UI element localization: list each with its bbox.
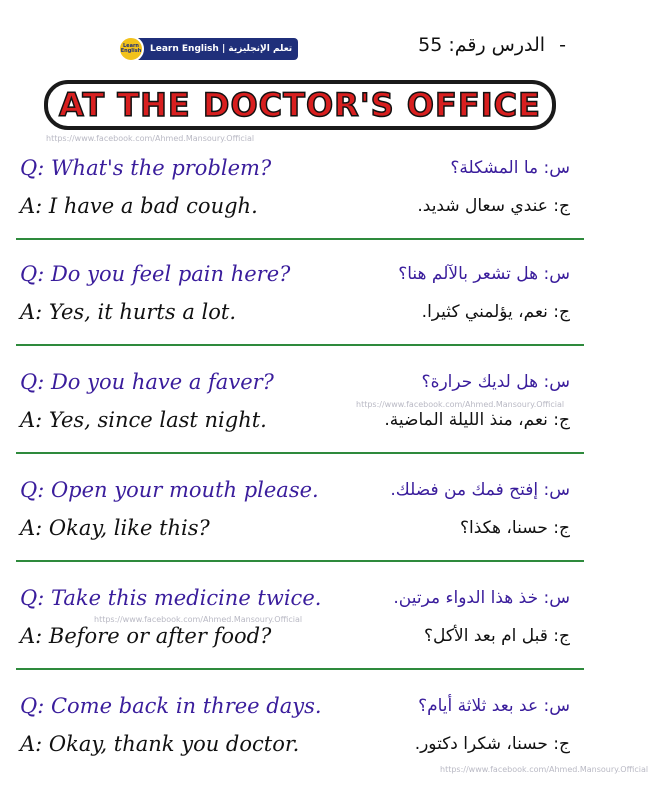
qa-block-6 bbox=[0, 694, 600, 808]
question-arabic: س: إفتح فمك من فضلك. bbox=[390, 480, 570, 500]
qa-block-1 bbox=[0, 156, 600, 270]
answer-english: A: Yes, it hurts a lot. bbox=[20, 300, 236, 324]
divider bbox=[16, 344, 584, 346]
answer-english: A: Yes, since last night. bbox=[20, 408, 267, 432]
question-english: Q: Come back in three days. bbox=[20, 694, 322, 718]
answer-arabic: ج: عندي سعال شديد. bbox=[417, 196, 570, 216]
answer-arabic: ج: حسنا، هكذا؟ bbox=[459, 518, 570, 538]
question-english: Q: Open your mouth please. bbox=[20, 478, 319, 502]
question-english: Q: Take this medicine twice. bbox=[20, 586, 322, 610]
qa-block-3 bbox=[0, 370, 600, 484]
qa-block-4 bbox=[0, 478, 600, 592]
page-title: AT THE DOCTOR'S OFFICE bbox=[59, 86, 541, 124]
question-row bbox=[18, 694, 570, 728]
answer-row bbox=[18, 408, 570, 442]
logo-badge: Learn English bbox=[118, 36, 144, 62]
answer-row bbox=[18, 732, 570, 766]
answer-row bbox=[18, 516, 570, 550]
answer-row bbox=[18, 194, 570, 228]
divider bbox=[16, 238, 584, 240]
question-arabic: س: ما المشكلة؟ bbox=[450, 158, 570, 178]
watermark-bottom: https://www.facebook.com/Ahmed.Mansoury.Official bbox=[440, 765, 648, 774]
answer-english: A: Okay, thank you doctor. bbox=[20, 732, 300, 756]
answer-arabic: ج: نعم، منذ الليلة الماضية. bbox=[384, 410, 570, 430]
qa-block-5 bbox=[0, 586, 600, 700]
question-english: Q: What's the problem? bbox=[20, 156, 272, 180]
answer-english: A: I have a bad cough. bbox=[20, 194, 258, 218]
answer-english: A: Okay, like this? bbox=[20, 516, 210, 540]
question-row bbox=[18, 478, 570, 512]
watermark-top: https://www.facebook.com/Ahmed.Mansoury.Official bbox=[46, 134, 255, 143]
learn-english-logo bbox=[122, 38, 298, 60]
lesson-dash: - bbox=[559, 34, 566, 56]
question-english: Q: Do you have a faver? bbox=[20, 370, 274, 394]
question-row bbox=[18, 156, 570, 190]
answer-english: A: Before or after food? bbox=[20, 624, 272, 648]
question-row bbox=[18, 262, 570, 296]
lesson-label: الدرس رقم: 55 bbox=[418, 34, 546, 56]
question-arabic: س: هل لديك حرارة؟ bbox=[421, 372, 570, 392]
divider bbox=[16, 452, 584, 454]
watermark-middle: https://www.facebook.com/Ahmed.Mansoury.Official bbox=[356, 400, 565, 409]
answer-row bbox=[18, 300, 570, 334]
question-row bbox=[18, 586, 570, 620]
question-arabic: س: هل تشعر بالآلم هنا؟ bbox=[398, 264, 570, 284]
question-arabic: س: عد بعد ثلاثة أيام؟ bbox=[418, 696, 570, 716]
logo-text: Learn English | تعلم الإنجليزية bbox=[150, 44, 293, 54]
answer-arabic: ج: نعم، يؤلمني كثيرا. bbox=[421, 302, 570, 322]
question-arabic: س: خذ هذا الدواء مرتين. bbox=[393, 588, 570, 608]
answer-arabic: ج: قبل ام بعد الأكل؟ bbox=[424, 626, 570, 646]
qa-block-2 bbox=[0, 262, 600, 376]
question-english: Q: Do you feel pain here? bbox=[20, 262, 291, 286]
lesson-number bbox=[418, 34, 566, 56]
answer-row bbox=[18, 624, 570, 658]
answer-arabic: ج: حسنا، شكرا دكتور. bbox=[414, 734, 570, 754]
divider bbox=[16, 668, 584, 670]
watermark-lower: https://www.facebook.com/Ahmed.Mansoury.Official bbox=[94, 615, 303, 624]
question-row bbox=[18, 370, 570, 404]
title-banner bbox=[44, 80, 556, 130]
divider bbox=[16, 560, 584, 562]
